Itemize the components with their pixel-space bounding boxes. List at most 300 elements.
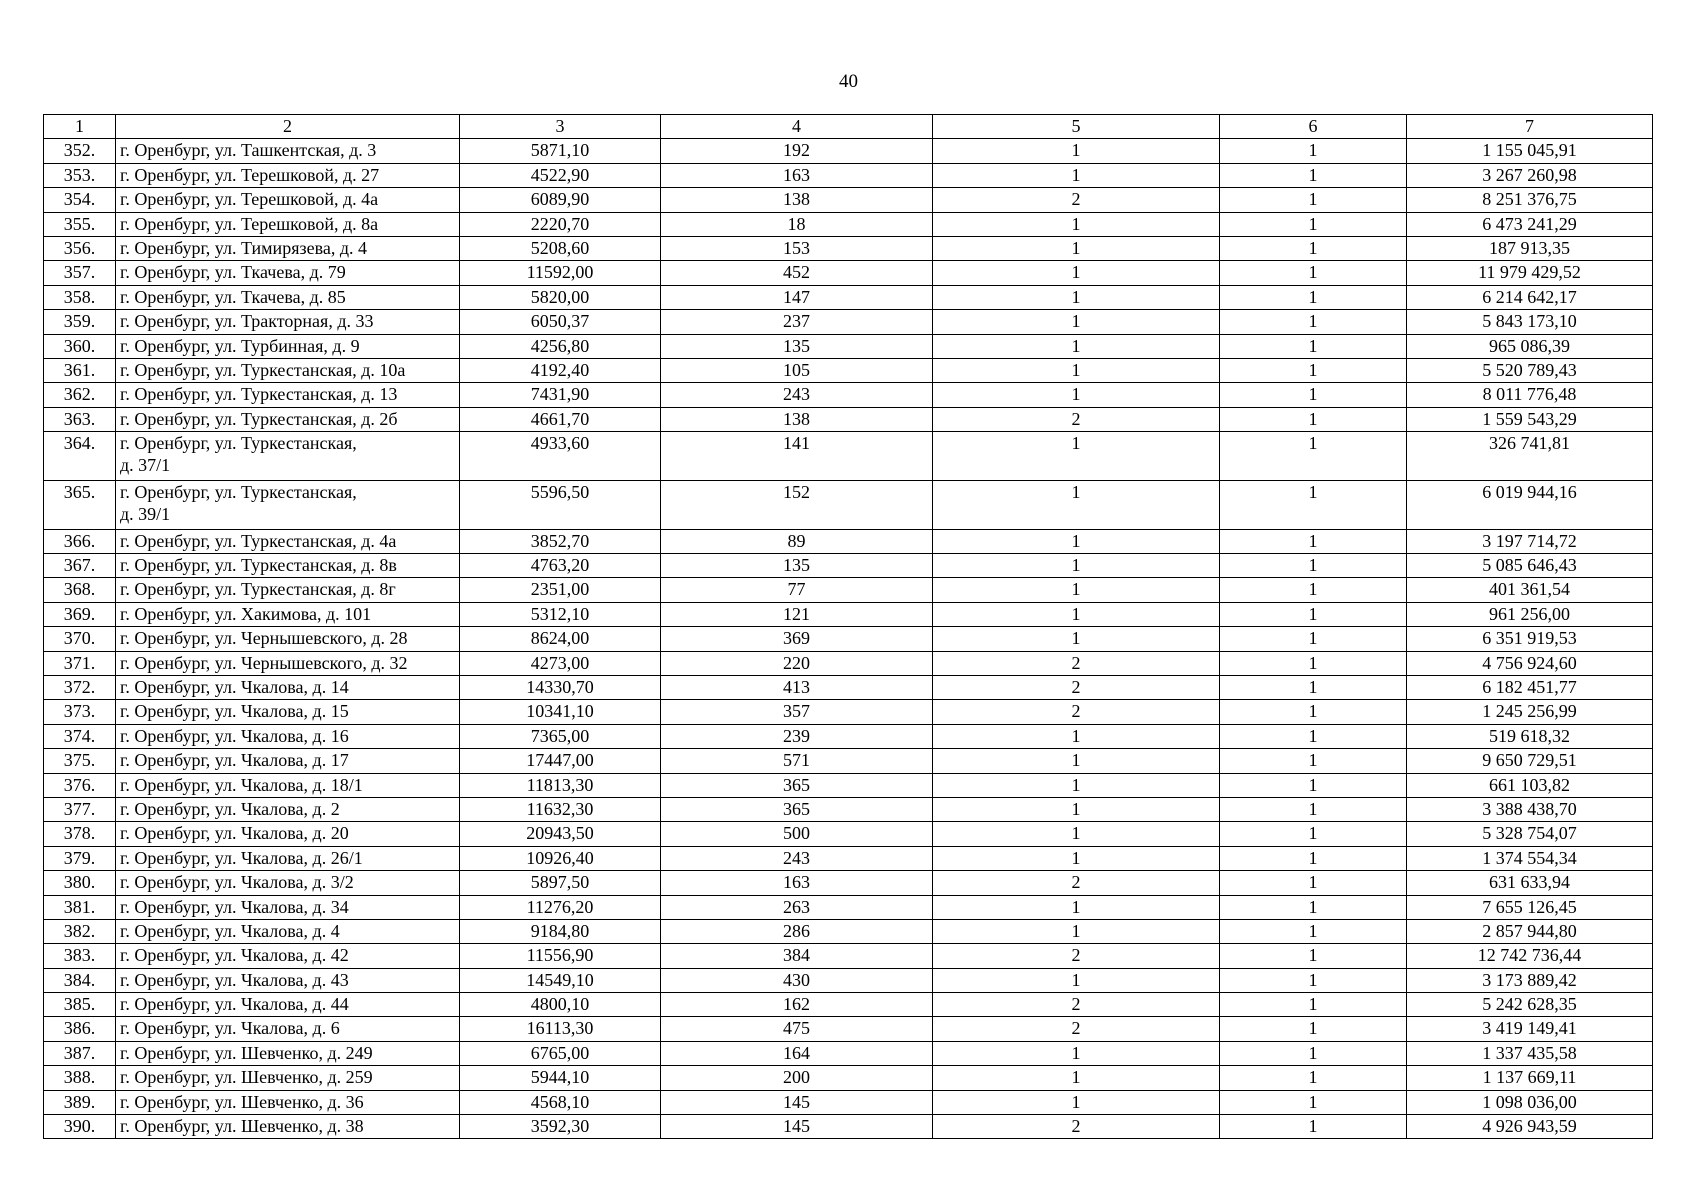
- col5-cell: 2: [933, 871, 1220, 895]
- row-number-cell: 352.: [44, 139, 116, 163]
- row-number-cell: 387.: [44, 1041, 116, 1065]
- row-number-cell: 365.: [44, 480, 116, 529]
- col5-cell: 1: [933, 895, 1220, 919]
- table-row: [44, 1041, 1653, 1065]
- col6-cell: 1: [1220, 1066, 1407, 1090]
- table-row: [44, 261, 1653, 285]
- row-number-cell: 358.: [44, 285, 116, 309]
- residents-cell: 384: [661, 944, 933, 968]
- amount-cell: 12 742 736,44: [1407, 944, 1653, 968]
- residents-cell: 220: [661, 651, 933, 675]
- table-row: [44, 724, 1653, 748]
- col5-cell: 1: [933, 773, 1220, 797]
- table-row: [44, 749, 1653, 773]
- amount-cell: 7 655 126,45: [1407, 895, 1653, 919]
- amount-cell: 1 098 036,00: [1407, 1090, 1653, 1114]
- col6-cell: 1: [1220, 236, 1407, 260]
- row-number-cell: 384.: [44, 968, 116, 992]
- table-row: [44, 334, 1653, 358]
- col5-cell: 1: [933, 749, 1220, 773]
- area-cell: 14330,70: [460, 676, 661, 700]
- area-cell: 11592,00: [460, 261, 661, 285]
- area-cell: 3852,70: [460, 529, 661, 553]
- col5-cell: 2: [933, 944, 1220, 968]
- table-row: [44, 871, 1653, 895]
- residents-cell: 413: [661, 676, 933, 700]
- row-number-cell: 385.: [44, 993, 116, 1017]
- area-cell: 7431,90: [460, 383, 661, 407]
- col6-cell: 1: [1220, 1041, 1407, 1065]
- row-number-cell: 359.: [44, 310, 116, 334]
- row-number-cell: 366.: [44, 529, 116, 553]
- row-number-cell: 378.: [44, 822, 116, 846]
- residents-cell: 365: [661, 773, 933, 797]
- col5-cell: 1: [933, 285, 1220, 309]
- row-number-cell: 371.: [44, 651, 116, 675]
- amount-cell: 8 251 376,75: [1407, 188, 1653, 212]
- col6-cell: 1: [1220, 676, 1407, 700]
- table-row: [44, 676, 1653, 700]
- col5-cell: 1: [933, 480, 1220, 529]
- row-number-cell: 380.: [44, 871, 116, 895]
- amount-cell: 6 182 451,77: [1407, 676, 1653, 700]
- col5-cell: 1: [933, 358, 1220, 382]
- amount-cell: 661 103,82: [1407, 773, 1653, 797]
- table-row: [44, 285, 1653, 309]
- row-number-cell: 388.: [44, 1066, 116, 1090]
- address-cell: г. Оренбург, ул. Шевченко, д. 259: [116, 1066, 460, 1090]
- amount-cell: 1 137 669,11: [1407, 1066, 1653, 1090]
- address-cell: г. Оренбург, ул. Турбинная, д. 9: [116, 334, 460, 358]
- table-row: [44, 212, 1653, 236]
- residents-cell: 162: [661, 993, 933, 1017]
- area-cell: 14549,10: [460, 968, 661, 992]
- address-cell: г. Оренбург, ул. Чкалова, д. 4: [116, 919, 460, 943]
- table-row: [44, 1017, 1653, 1041]
- address-cell: г. Оренбург, ул. Туркестанская, д. 39/1: [116, 480, 460, 529]
- row-number-cell: 355.: [44, 212, 116, 236]
- column-header: 6: [1220, 115, 1407, 139]
- row-number-cell: 386.: [44, 1017, 116, 1041]
- amount-cell: 1 245 256,99: [1407, 700, 1653, 724]
- amount-cell: 1 337 435,58: [1407, 1041, 1653, 1065]
- amount-cell: 4 756 924,60: [1407, 651, 1653, 675]
- table-row: [44, 529, 1653, 553]
- area-cell: 8624,00: [460, 627, 661, 651]
- address-cell: г. Оренбург, ул. Ткачева, д. 85: [116, 285, 460, 309]
- row-number-cell: 376.: [44, 773, 116, 797]
- address-cell: г. Оренбург, ул. Чкалова, д. 20: [116, 822, 460, 846]
- col6-cell: 1: [1220, 578, 1407, 602]
- area-cell: 4522,90: [460, 163, 661, 187]
- table-row: [44, 480, 1653, 529]
- column-number-header-row: [44, 115, 1653, 139]
- col6-cell: 1: [1220, 797, 1407, 821]
- col6-cell: 1: [1220, 651, 1407, 675]
- address-cell: г. Оренбург, ул. Ташкентская, д. 3: [116, 139, 460, 163]
- table-row: [44, 432, 1653, 481]
- col6-cell: 1: [1220, 1090, 1407, 1114]
- address-cell: г. Оренбург, ул. Чкалова, д. 2: [116, 797, 460, 821]
- area-cell: 5897,50: [460, 871, 661, 895]
- table-row: [44, 602, 1653, 626]
- address-cell: г. Оренбург, ул. Чкалова, д. 15: [116, 700, 460, 724]
- column-header: 2: [116, 115, 460, 139]
- col5-cell: 1: [933, 1041, 1220, 1065]
- table-row: [44, 797, 1653, 821]
- address-cell: г. Оренбург, ул. Туркестанская, д. 10а: [116, 358, 460, 382]
- residents-cell: 237: [661, 310, 933, 334]
- table-row: [44, 968, 1653, 992]
- address-cell: г. Оренбург, ул. Чкалова, д. 42: [116, 944, 460, 968]
- residents-cell: 105: [661, 358, 933, 382]
- table-row: [44, 919, 1653, 943]
- col5-cell: 1: [933, 602, 1220, 626]
- row-number-cell: 353.: [44, 163, 116, 187]
- table-row: [44, 627, 1653, 651]
- col6-cell: 1: [1220, 261, 1407, 285]
- address-cell: г. Оренбург, ул. Терешковой, д. 8а: [116, 212, 460, 236]
- address-cell: г. Оренбург, ул. Шевченко, д. 38: [116, 1115, 460, 1139]
- residents-cell: 141: [661, 432, 933, 481]
- row-number-cell: 381.: [44, 895, 116, 919]
- residents-cell: 192: [661, 139, 933, 163]
- row-number-cell: 356.: [44, 236, 116, 260]
- row-number-cell: 370.: [44, 627, 116, 651]
- col5-cell: 1: [933, 846, 1220, 870]
- col5-cell: 1: [933, 383, 1220, 407]
- amount-cell: 3 197 714,72: [1407, 529, 1653, 553]
- residents-cell: 239: [661, 724, 933, 748]
- col6-cell: 1: [1220, 358, 1407, 382]
- area-cell: 4800,10: [460, 993, 661, 1017]
- col5-cell: 1: [933, 822, 1220, 846]
- residents-cell: 243: [661, 846, 933, 870]
- address-cell: г. Оренбург, ул. Чкалова, д. 14: [116, 676, 460, 700]
- table-row: [44, 236, 1653, 260]
- address-cell: г. Оренбург, ул. Тракторная, д. 33: [116, 310, 460, 334]
- area-cell: 5596,50: [460, 480, 661, 529]
- table-row: [44, 895, 1653, 919]
- residents-cell: 138: [661, 188, 933, 212]
- col6-cell: 1: [1220, 968, 1407, 992]
- residents-cell: 200: [661, 1066, 933, 1090]
- amount-cell: 631 633,94: [1407, 871, 1653, 895]
- amount-cell: 401 361,54: [1407, 578, 1653, 602]
- col6-cell: 1: [1220, 1017, 1407, 1041]
- amount-cell: 5 085 646,43: [1407, 554, 1653, 578]
- row-number-cell: 361.: [44, 358, 116, 382]
- col6-cell: 1: [1220, 432, 1407, 481]
- table-row: [44, 846, 1653, 870]
- table-row: [44, 993, 1653, 1017]
- col5-cell: 1: [933, 310, 1220, 334]
- residents-cell: 430: [661, 968, 933, 992]
- amount-cell: 5 328 754,07: [1407, 822, 1653, 846]
- area-cell: 6089,90: [460, 188, 661, 212]
- amount-cell: 3 388 438,70: [1407, 797, 1653, 821]
- table-row: [44, 700, 1653, 724]
- col5-cell: 1: [933, 261, 1220, 285]
- address-cell: г. Оренбург, ул. Терешковой, д. 4а: [116, 188, 460, 212]
- col6-cell: 1: [1220, 822, 1407, 846]
- area-cell: 5312,10: [460, 602, 661, 626]
- amount-cell: 5 520 789,43: [1407, 358, 1653, 382]
- residents-cell: 164: [661, 1041, 933, 1065]
- table-row: [44, 310, 1653, 334]
- col5-cell: 1: [933, 236, 1220, 260]
- table-row: [44, 944, 1653, 968]
- address-cell: г. Оренбург, ул. Терешковой, д. 27: [116, 163, 460, 187]
- col6-cell: 1: [1220, 163, 1407, 187]
- area-cell: 11276,20: [460, 895, 661, 919]
- row-number-cell: 368.: [44, 578, 116, 602]
- col6-cell: 1: [1220, 1115, 1407, 1139]
- area-cell: 4256,80: [460, 334, 661, 358]
- col5-cell: 2: [933, 1017, 1220, 1041]
- column-header: 4: [661, 115, 933, 139]
- address-cell: г. Оренбург, ул. Туркестанская, д. 8в: [116, 554, 460, 578]
- row-number-cell: 357.: [44, 261, 116, 285]
- col5-cell: 2: [933, 1115, 1220, 1139]
- residents-cell: 163: [661, 871, 933, 895]
- col5-cell: 1: [933, 724, 1220, 748]
- row-number-cell: 382.: [44, 919, 116, 943]
- address-cell: г. Оренбург, ул. Чкалова, д. 43: [116, 968, 460, 992]
- col5-cell: 1: [933, 334, 1220, 358]
- area-cell: 7365,00: [460, 724, 661, 748]
- table-row: [44, 1090, 1653, 1114]
- row-number-cell: 390.: [44, 1115, 116, 1139]
- residents-cell: 152: [661, 480, 933, 529]
- col6-cell: 1: [1220, 700, 1407, 724]
- row-number-cell: 354.: [44, 188, 116, 212]
- table-row: [44, 188, 1653, 212]
- column-header: 7: [1407, 115, 1653, 139]
- area-cell: 10341,10: [460, 700, 661, 724]
- address-cell: г. Оренбург, ул. Чкалова, д. 16: [116, 724, 460, 748]
- address-cell: г. Оренбург, ул. Тимирязева, д. 4: [116, 236, 460, 260]
- residents-cell: 243: [661, 383, 933, 407]
- amount-cell: 6 019 944,16: [1407, 480, 1653, 529]
- col6-cell: 1: [1220, 139, 1407, 163]
- col6-cell: 1: [1220, 602, 1407, 626]
- residents-cell: 475: [661, 1017, 933, 1041]
- col5-cell: 2: [933, 700, 1220, 724]
- address-cell: г. Оренбург, ул. Туркестанская, д. 4а: [116, 529, 460, 553]
- amount-cell: 961 256,00: [1407, 602, 1653, 626]
- address-cell: г. Оренбург, ул. Чернышевского, д. 28: [116, 627, 460, 651]
- amount-cell: 5 242 628,35: [1407, 993, 1653, 1017]
- row-number-cell: 364.: [44, 432, 116, 481]
- residents-cell: 452: [661, 261, 933, 285]
- col6-cell: 1: [1220, 554, 1407, 578]
- area-cell: 3592,30: [460, 1115, 661, 1139]
- amount-cell: 965 086,39: [1407, 334, 1653, 358]
- column-header: 5: [933, 115, 1220, 139]
- residents-cell: 89: [661, 529, 933, 553]
- residents-cell: 138: [661, 407, 933, 431]
- area-cell: 4273,00: [460, 651, 661, 675]
- residents-cell: 286: [661, 919, 933, 943]
- address-cell: г. Оренбург, ул. Чкалова, д. 18/1: [116, 773, 460, 797]
- residents-cell: 135: [661, 334, 933, 358]
- address-cell: г. Оренбург, ул. Туркестанская, д. 2б: [116, 407, 460, 431]
- row-number-cell: 377.: [44, 797, 116, 821]
- address-cell: г. Оренбург, ул. Ткачева, д. 79: [116, 261, 460, 285]
- col5-cell: 1: [933, 578, 1220, 602]
- residents-cell: 571: [661, 749, 933, 773]
- area-cell: 10926,40: [460, 846, 661, 870]
- address-cell: г. Оренбург, ул. Чкалова, д. 34: [116, 895, 460, 919]
- residents-cell: 145: [661, 1090, 933, 1114]
- amount-cell: 187 913,35: [1407, 236, 1653, 260]
- address-cell: г. Оренбург, ул. Чкалова, д. 6: [116, 1017, 460, 1041]
- table-row: [44, 139, 1653, 163]
- col5-cell: 1: [933, 554, 1220, 578]
- table-row: [44, 822, 1653, 846]
- residents-cell: 357: [661, 700, 933, 724]
- col5-cell: 1: [933, 968, 1220, 992]
- col5-cell: 1: [933, 529, 1220, 553]
- col6-cell: 1: [1220, 919, 1407, 943]
- address-cell: г. Оренбург, ул. Чернышевского, д. 32: [116, 651, 460, 675]
- row-number-cell: 379.: [44, 846, 116, 870]
- col5-cell: 1: [933, 432, 1220, 481]
- col6-cell: 1: [1220, 846, 1407, 870]
- col6-cell: 1: [1220, 383, 1407, 407]
- address-cell: г. Оренбург, ул. Хакимова, д. 101: [116, 602, 460, 626]
- col5-cell: 2: [933, 651, 1220, 675]
- area-cell: 5944,10: [460, 1066, 661, 1090]
- area-cell: 4933,60: [460, 432, 661, 481]
- area-cell: 5871,10: [460, 139, 661, 163]
- amount-cell: 519 618,32: [1407, 724, 1653, 748]
- amount-cell: 3 267 260,98: [1407, 163, 1653, 187]
- col6-cell: 1: [1220, 334, 1407, 358]
- area-cell: 6050,37: [460, 310, 661, 334]
- residents-cell: 135: [661, 554, 933, 578]
- address-cell: г. Оренбург, ул. Чкалова, д. 26/1: [116, 846, 460, 870]
- address-cell: г. Оренбург, ул. Туркестанская, д. 37/1: [116, 432, 460, 481]
- col6-cell: 1: [1220, 529, 1407, 553]
- residents-cell: 153: [661, 236, 933, 260]
- address-cell: г. Оренбург, ул. Туркестанская, д. 8г: [116, 578, 460, 602]
- amount-cell: 2 857 944,80: [1407, 919, 1653, 943]
- col6-cell: 1: [1220, 407, 1407, 431]
- col5-cell: 2: [933, 676, 1220, 700]
- area-cell: 11632,30: [460, 797, 661, 821]
- table-row: [44, 1066, 1653, 1090]
- table-body: [44, 115, 1653, 1139]
- table-row: [44, 554, 1653, 578]
- amount-cell: 9 650 729,51: [1407, 749, 1653, 773]
- residents-cell: 500: [661, 822, 933, 846]
- col6-cell: 1: [1220, 895, 1407, 919]
- amount-cell: 326 741,81: [1407, 432, 1653, 481]
- row-number-cell: 369.: [44, 602, 116, 626]
- row-number-cell: 375.: [44, 749, 116, 773]
- address-cell: г. Оренбург, ул. Чкалова, д. 44: [116, 993, 460, 1017]
- col6-cell: 1: [1220, 724, 1407, 748]
- amount-cell: 1 155 045,91: [1407, 139, 1653, 163]
- table-row: [44, 651, 1653, 675]
- row-number-cell: 373.: [44, 700, 116, 724]
- address-cell: г. Оренбург, ул. Чкалова, д. 17: [116, 749, 460, 773]
- area-cell: 16113,30: [460, 1017, 661, 1041]
- area-cell: 4192,40: [460, 358, 661, 382]
- area-cell: 11813,30: [460, 773, 661, 797]
- page-number: 40: [839, 71, 858, 92]
- col6-cell: 1: [1220, 480, 1407, 529]
- col5-cell: 1: [933, 627, 1220, 651]
- amount-cell: 6 351 919,53: [1407, 627, 1653, 651]
- row-number-cell: 389.: [44, 1090, 116, 1114]
- area-cell: 9184,80: [460, 919, 661, 943]
- col6-cell: 1: [1220, 749, 1407, 773]
- col5-cell: 1: [933, 212, 1220, 236]
- residents-cell: 18: [661, 212, 933, 236]
- col5-cell: 2: [933, 993, 1220, 1017]
- residents-cell: 365: [661, 797, 933, 821]
- residents-cell: 121: [661, 602, 933, 626]
- table-row: [44, 1115, 1653, 1139]
- col6-cell: 1: [1220, 310, 1407, 334]
- address-cell: г. Оренбург, ул. Шевченко, д. 36: [116, 1090, 460, 1114]
- area-cell: 4763,20: [460, 554, 661, 578]
- col5-cell: 1: [933, 797, 1220, 821]
- residents-cell: 145: [661, 1115, 933, 1139]
- table-row: [44, 163, 1653, 187]
- amount-cell: 3 419 149,41: [1407, 1017, 1653, 1041]
- residents-cell: 369: [661, 627, 933, 651]
- row-number-cell: 362.: [44, 383, 116, 407]
- row-number-cell: 367.: [44, 554, 116, 578]
- area-cell: 5208,60: [460, 236, 661, 260]
- col6-cell: 1: [1220, 627, 1407, 651]
- residents-cell: 147: [661, 285, 933, 309]
- row-number-cell: 363.: [44, 407, 116, 431]
- col5-cell: 2: [933, 188, 1220, 212]
- amount-cell: 3 173 889,42: [1407, 968, 1653, 992]
- area-cell: 4568,10: [460, 1090, 661, 1114]
- amount-cell: 6 214 642,17: [1407, 285, 1653, 309]
- col6-cell: 1: [1220, 871, 1407, 895]
- col5-cell: 1: [933, 139, 1220, 163]
- area-cell: 17447,00: [460, 749, 661, 773]
- amount-cell: 1 559 543,29: [1407, 407, 1653, 431]
- table-row: [44, 578, 1653, 602]
- col6-cell: 1: [1220, 773, 1407, 797]
- address-cell: г. Оренбург, ул. Туркестанская, д. 13: [116, 383, 460, 407]
- row-number-cell: 360.: [44, 334, 116, 358]
- col6-cell: 1: [1220, 285, 1407, 309]
- col5-cell: 1: [933, 919, 1220, 943]
- row-number-cell: 383.: [44, 944, 116, 968]
- residents-cell: 77: [661, 578, 933, 602]
- col5-cell: 2: [933, 407, 1220, 431]
- row-number-cell: 374.: [44, 724, 116, 748]
- amount-cell: 4 926 943,59: [1407, 1115, 1653, 1139]
- area-cell: 4661,70: [460, 407, 661, 431]
- col5-cell: 1: [933, 1066, 1220, 1090]
- amount-cell: 1 374 554,34: [1407, 846, 1653, 870]
- residents-cell: 163: [661, 163, 933, 187]
- area-cell: 2351,00: [460, 578, 661, 602]
- col5-cell: 1: [933, 1090, 1220, 1114]
- table-row: [44, 407, 1653, 431]
- col6-cell: 1: [1220, 212, 1407, 236]
